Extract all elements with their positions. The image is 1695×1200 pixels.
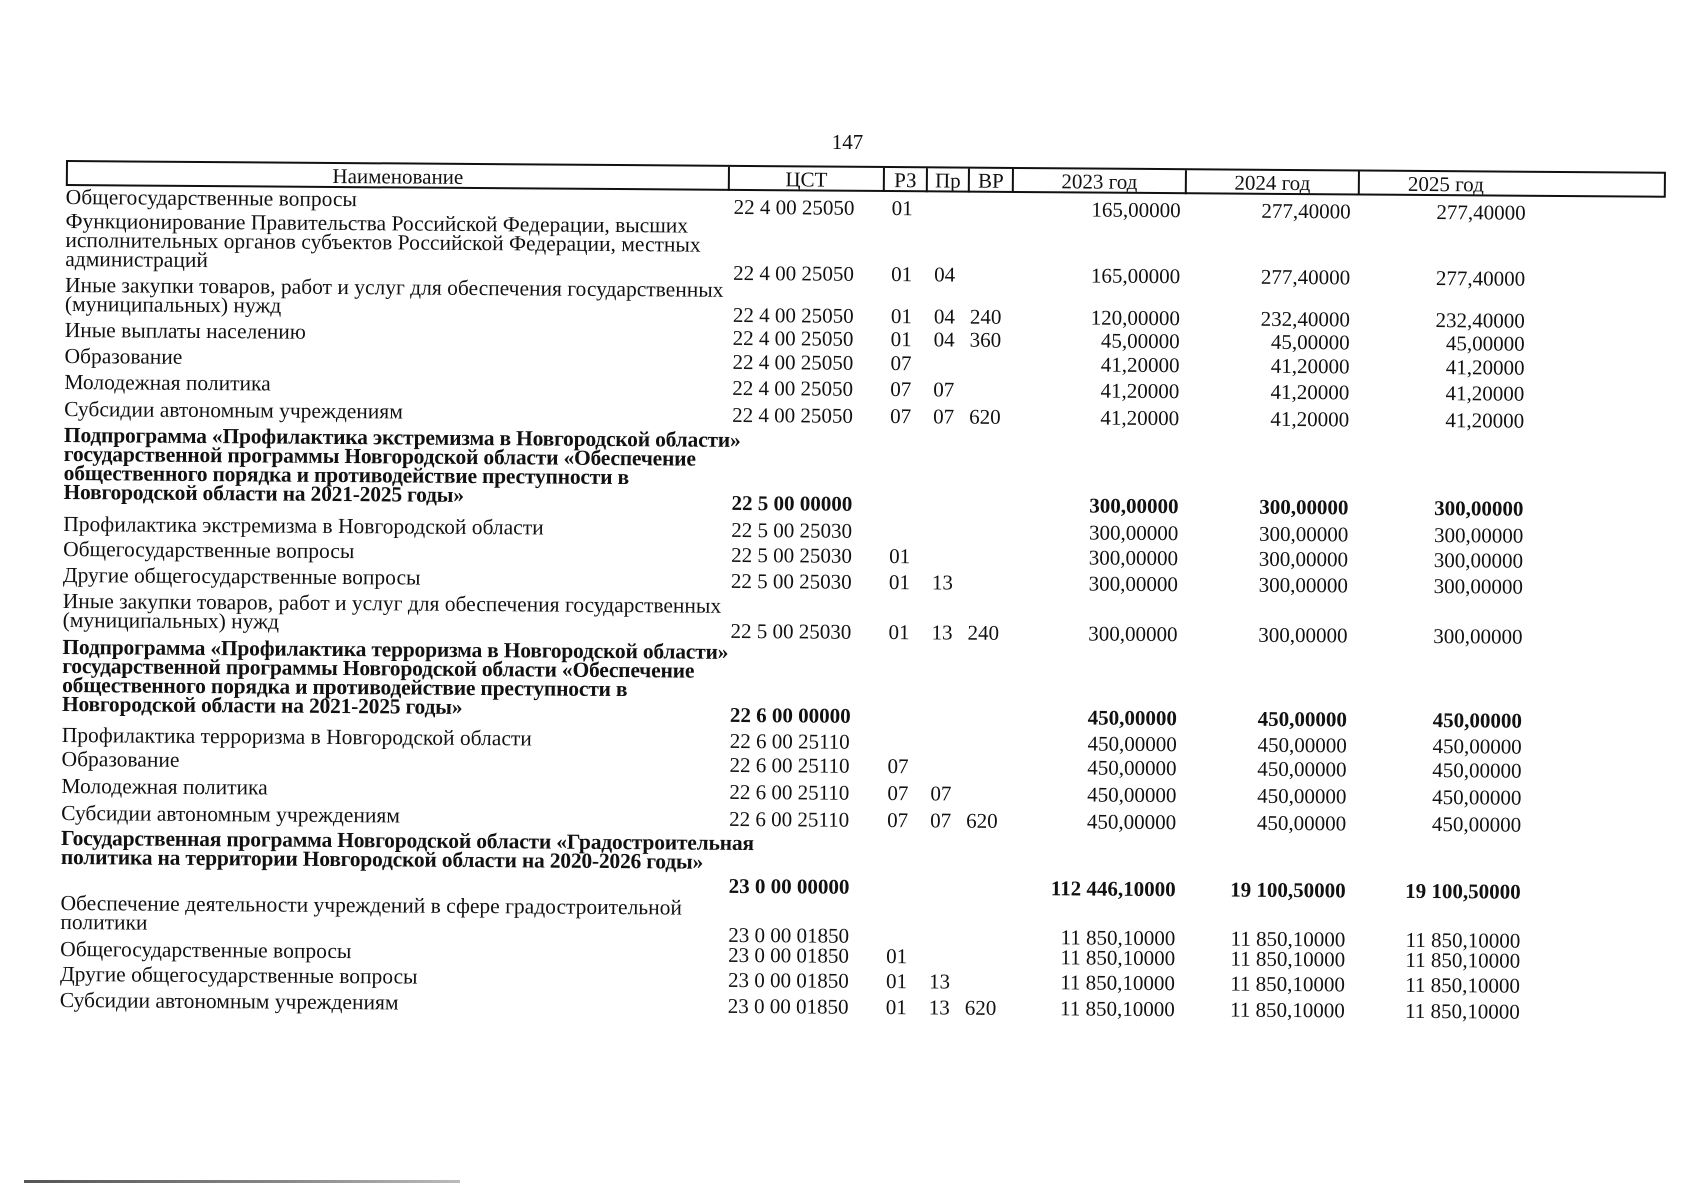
- cell-cst: 22 5 00 25030: [730, 568, 852, 594]
- cell-vr: 620: [969, 404, 1001, 429]
- cell-y2025: 45,00000: [1445, 331, 1525, 356]
- row-name: Функционирование Правительства Российской Федерации, высших исполнительных органов субъектов Российской Федерации, местных администраций: [65, 208, 701, 273]
- cell-rz: 01: [890, 304, 912, 329]
- cell-y2024: 300,00000: [1258, 546, 1349, 572]
- cell-rz: 01: [885, 995, 907, 1020]
- cell-y2025: 300,00000: [1434, 496, 1524, 521]
- cell-cst: 22 6 00 25110: [729, 728, 850, 754]
- cell-y2023: 300,00000: [1088, 621, 1178, 647]
- cell-cst: 22 6 00 25110: [729, 752, 850, 778]
- cell-rz: 01: [889, 544, 911, 569]
- cell-pr: 07: [930, 808, 952, 833]
- row-name: Обеспечение деятельности учреждений в сфере градостроительной политики: [60, 890, 683, 935]
- cell-y2023: 120,00000: [1090, 305, 1180, 331]
- cell-y2024: 11 850,10000: [1230, 971, 1346, 997]
- cell-rz: 01: [888, 570, 911, 595]
- cell-y2024: 11 850,10000: [1230, 926, 1346, 952]
- cell-y2024: 41,20000: [1270, 406, 1350, 432]
- cell-pr: 07: [930, 781, 952, 806]
- cell-rz: 01: [888, 620, 910, 645]
- row-name: Профилактика экстремизма в Новгородской области: [63, 511, 544, 540]
- cell-y2023: 11 850,10000: [1060, 945, 1176, 971]
- cell-pr: 07: [933, 404, 955, 429]
- row-name: Общегосударственные вопросы: [60, 936, 352, 964]
- cell-y2023: 300,00000: [1089, 493, 1179, 519]
- cell-y2025: 450,00000: [1432, 734, 1522, 759]
- cell-y2025: 11 850,10000: [1405, 927, 1521, 953]
- cell-y2023: 41,20000: [1100, 378, 1180, 404]
- cell-y2023: 41,20000: [1100, 405, 1180, 431]
- cell-cst: 22 4 00 25050: [732, 325, 854, 351]
- header-rz: РЗ: [883, 168, 926, 192]
- cell-y2023: 450,00000: [1087, 755, 1177, 781]
- cell-y2025: 41,20000: [1445, 408, 1525, 433]
- cell-y2025: 11 850,10000: [1405, 972, 1521, 998]
- cell-pr: 07: [933, 377, 955, 402]
- cell-y2023: 450,00000: [1086, 809, 1177, 835]
- cell-y2025: 11 850,10000: [1405, 947, 1521, 973]
- cell-rz: 01: [891, 262, 913, 287]
- cell-y2024: 300,00000: [1258, 521, 1349, 547]
- cell-y2024: 300,00000: [1259, 494, 1349, 520]
- cell-y2024: 19 100,50000: [1230, 877, 1346, 903]
- budget-table: [59, 160, 1666, 1024]
- row-name: Подпрограмма «Профилактика терроризма в Новгородской области» государственной программы Новгородской области «Обеспечение общественного порядка и противодействие преступности в Новгородской области на 2021-2025 годы»: [61, 634, 729, 719]
- cell-y2025: 11 850,10000: [1404, 998, 1520, 1024]
- cell-y2024: 450,00000: [1256, 810, 1347, 836]
- header-name: Наименование: [332, 163, 464, 189]
- cell-cst: 22 4 00 25050: [732, 375, 854, 401]
- cell-y2023: 450,00000: [1087, 731, 1177, 757]
- cell-y2023: 300,00000: [1088, 571, 1179, 597]
- cell-y2025: 232,40000: [1435, 308, 1525, 333]
- row-name: Иные выплаты населению: [64, 317, 307, 344]
- row-name: Подпрограмма «Профилактика экстремизма в Новгородской области» государственной программы Новгородской области «Обеспечение общественного порядка и противодействие преступности в Новгородской области на 2021-2025 годы»: [63, 422, 741, 507]
- cell-y2024: 45,00000: [1270, 329, 1350, 355]
- cell-y2023: 165,00000: [1090, 263, 1181, 289]
- cell-y2024: 11 850,10000: [1230, 946, 1346, 972]
- row-name: Общегосударственные вопросы: [63, 536, 355, 564]
- cell-pr: 04: [934, 262, 956, 287]
- cell-rz: 07: [887, 754, 909, 779]
- row-name: Общегосударственные вопросы: [65, 184, 357, 212]
- cell-rz: 07: [890, 377, 912, 402]
- row-name: Профилактика терроризма в Новгородской области: [61, 722, 532, 751]
- cell-y2025: 277,40000: [1436, 200, 1526, 225]
- cell-y2024: 41,20000: [1270, 379, 1350, 405]
- cell-y2023: 300,00000: [1088, 545, 1179, 571]
- row-name: Образование: [64, 343, 183, 369]
- cell-vr: 620: [966, 808, 998, 833]
- cell-pr: 13: [928, 969, 951, 994]
- cell-y2023: 41,20000: [1100, 352, 1180, 378]
- cell-y2023: 11 850,10000: [1060, 970, 1176, 996]
- cell-y2025: 41,20000: [1445, 355, 1525, 380]
- row-name: Субсидии автономным учреждениям: [61, 800, 400, 828]
- cell-y2025: 300,00000: [1433, 624, 1523, 649]
- cell-y2024: 300,00000: [1258, 622, 1348, 648]
- cell-cst: 23 0 00 00000: [728, 873, 850, 899]
- cell-y2025: 450,00000: [1432, 708, 1523, 733]
- row-name: Субсидии автономным учреждениям: [59, 987, 399, 1015]
- cell-cst: 23 0 00 01850: [728, 942, 850, 968]
- cell-y2023: 11 850,10000: [1060, 925, 1176, 951]
- cell-rz: 07: [887, 781, 909, 806]
- cell-cst: 22 4 00 25050: [733, 194, 855, 220]
- scan-artifact-line: [24, 1180, 460, 1183]
- cell-y2024: 232,40000: [1260, 306, 1350, 332]
- cell-y2025: 277,40000: [1435, 266, 1526, 291]
- cell-y2023: 450,00000: [1087, 705, 1178, 731]
- cell-y2024: 11 850,10000: [1229, 997, 1345, 1023]
- cell-rz: 01: [885, 969, 908, 994]
- cell-y2024: 450,00000: [1257, 783, 1347, 809]
- cell-cst: 22 6 00 25110: [729, 806, 850, 832]
- cell-y2023: 450,00000: [1087, 782, 1177, 808]
- cell-cst: 23 0 00 01850: [728, 922, 850, 948]
- cell-y2024: 277,40000: [1260, 264, 1351, 290]
- cell-cst: 22 4 00 25050: [732, 302, 854, 328]
- cell-y2023: 165,00000: [1091, 197, 1181, 223]
- cell-y2023: 112 446,10000: [1050, 876, 1176, 902]
- cell-vr: 240: [969, 304, 1002, 329]
- cell-rz: 07: [890, 351, 912, 376]
- cell-vr: 240: [967, 620, 1000, 645]
- cell-y2025: 41,20000: [1445, 381, 1525, 406]
- cell-y2024: 41,20000: [1270, 353, 1350, 379]
- cell-vr: 620: [964, 995, 997, 1020]
- cell-cst: 22 5 00 00000: [731, 490, 853, 516]
- row-name: Государственная программа Новгородской области «Градостроительная политика на территории Новгородской области на 2020-2026 годы»: [60, 825, 754, 874]
- row-name: Образование: [61, 746, 180, 772]
- cell-pr: 13: [931, 620, 953, 645]
- row-name: Иные закупки товаров, работ и услуг для обеспечения государственных (муниципальных) нужд: [64, 272, 724, 318]
- table-row: [63, 422, 1534, 523]
- page-number: 147: [831, 130, 864, 154]
- cell-cst: 22 4 00 25050: [732, 402, 853, 428]
- cell-y2025: 450,00000: [1432, 758, 1522, 783]
- row-name: Иные закупки товаров, работ и услуг для обеспечения государственных (муниципальных) нужд: [62, 588, 722, 634]
- cell-pr: 04: [933, 327, 955, 352]
- cell-y2024: 450,00000: [1257, 706, 1348, 732]
- cell-y2025: 450,00000: [1432, 785, 1522, 810]
- header-pr: Пр: [926, 168, 968, 192]
- cell-cst: 22 5 00 25030: [731, 542, 852, 568]
- cell-y2023: 300,00000: [1088, 520, 1179, 546]
- cell-rz: 07: [887, 808, 909, 833]
- cell-y2024: 450,00000: [1257, 732, 1347, 758]
- cell-cst: 22 4 00 25050: [733, 260, 855, 286]
- cell-pr: 13: [931, 570, 954, 595]
- cell-y2024: 450,00000: [1257, 756, 1347, 782]
- cell-vr: 360: [969, 327, 1002, 352]
- row-name: Молодежная политика: [64, 369, 271, 396]
- cell-cst: 22 5 00 25030: [731, 517, 853, 543]
- cell-y2025: 300,00000: [1433, 523, 1524, 548]
- cell-y2023: 45,00000: [1100, 328, 1180, 354]
- row-name: Молодежная политика: [61, 773, 268, 800]
- cell-cst: 22 6 00 00000: [729, 702, 851, 728]
- cell-rz: 01: [891, 196, 913, 221]
- cell-y2025: 450,00000: [1431, 812, 1522, 837]
- row-name: Другие общегосударственные вопросы: [62, 562, 421, 590]
- row-name: Субсидии автономным учреждениям: [64, 396, 403, 424]
- cell-y2024: 277,40000: [1261, 198, 1351, 224]
- cell-rz: 07: [890, 404, 912, 429]
- header-2023: 2023 год: [1012, 169, 1185, 194]
- cell-rz: 01: [890, 327, 912, 352]
- cell-y2024: 300,00000: [1258, 572, 1349, 598]
- cell-cst: 22 4 00 25050: [732, 349, 854, 375]
- cell-y2025: 300,00000: [1433, 574, 1523, 599]
- header-2024: 2024 год: [1185, 170, 1358, 195]
- cell-y2023: 11 850,10000: [1059, 996, 1175, 1022]
- cell-pr: 04: [933, 304, 955, 329]
- cell-cst: 23 0 00 01850: [727, 967, 849, 993]
- cell-cst: 23 0 00 01850: [727, 993, 849, 1019]
- header-cst: ЦСТ: [728, 167, 883, 192]
- cell-cst: 22 5 00 25030: [730, 618, 852, 644]
- cell-y2025: 300,00000: [1433, 548, 1524, 573]
- cell-pr: 13: [928, 995, 950, 1020]
- cell-cst: 22 6 00 25110: [729, 779, 850, 805]
- cell-rz: 01: [886, 944, 908, 969]
- header-2025: 2025 год: [1358, 171, 1532, 196]
- row-name: Другие общегосударственные вопросы: [59, 961, 418, 989]
- header-vr: ВР: [968, 169, 1012, 193]
- cell-y2025: 19 100,50000: [1405, 878, 1521, 904]
